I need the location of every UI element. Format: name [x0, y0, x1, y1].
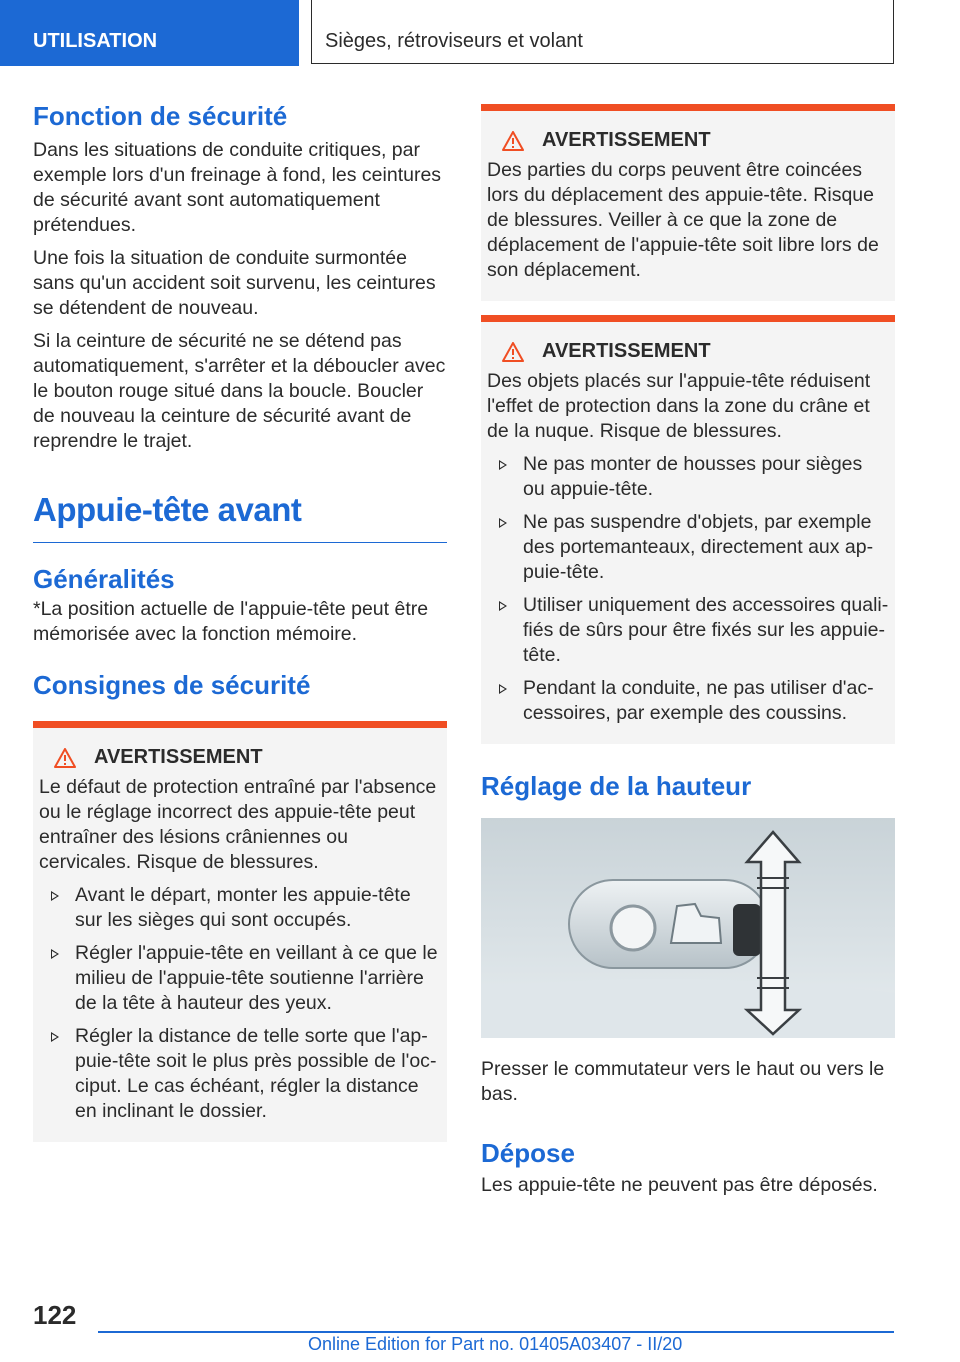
bullet-arrow-icon [499, 460, 507, 470]
bullet-arrow-icon [51, 949, 59, 959]
footer-edition: Online Edition for Part no. 01405A03407 - II/20 [308, 1334, 683, 1354]
list-item: Utiliser uniquement des accessoires qualifiés de sûrs pour être fixés sur les appuie-tête. [487, 593, 889, 668]
page-number: 122 [33, 1300, 77, 1330]
warning-text: Des parties du corps peuvent être coincées lors du déplacement des appuie-tête. Risque de blessures. Veiller à ce que la zone de déplacement de l'appuie-tête soit libre lors de son déplacement. [487, 159, 879, 281]
warning-icon [54, 748, 76, 768]
headrest-title: Appuie-tête avant [33, 490, 447, 543]
security-paragraph-2: Une fois la situation de conduite surmontée sans qu'un accident soit survenu, les ceintures se détendent de nouveau. [33, 247, 436, 319]
general-title: Généralités [33, 564, 175, 594]
right-column [481, 104, 895, 1198]
security-title: Fonction de sécurité [33, 101, 288, 131]
height-title: Réglage de la hauteur [481, 771, 752, 801]
header-title: Sièges, rétroviseurs et volant [325, 30, 583, 52]
list-item: Avant le départ, monter les appuie-tête sur les sièges qui sont occupés. [39, 883, 441, 933]
security-paragraph-3: Si la ceinture de sécurité ne se détend pas automatiquement, s'arrêter et la déboucler avec le bouton rouge situé dans la boucle. Boucler de nouveau la ceinture de sécurité avant de reprendre le trajet. [33, 330, 446, 452]
warning-icon [502, 131, 524, 151]
removal-title: Dépose [481, 1138, 575, 1168]
warning-label: AVERTISSEMENT [94, 746, 263, 768]
warning-label: AVERTISSEMENT [542, 340, 711, 362]
bullet-arrow-icon [499, 601, 507, 611]
warning-text: Le défaut de protection entraîné par l'absence ou le réglage incorrect des appuie-tête peut entraîner des lésions crâniennes ou cervicales. Risque de blessures. [39, 776, 437, 873]
warning-box [33, 721, 447, 1142]
bullet-arrow-icon [499, 684, 507, 694]
list-item: Régler la distance de telle sorte que l'appuie-tête soit le plus près possible de l'occiput. Le cas échéant, régler la distance en inclinant le dossier. [39, 1024, 441, 1124]
warning-header [487, 129, 889, 152]
header-section-tab [0, 0, 299, 66]
bullet-arrow-icon [499, 518, 507, 528]
warning-list [39, 883, 441, 1124]
removal-paragraph: Les appuie-tête ne peuvent pas être déposés. [481, 1174, 878, 1196]
safety-title: Consignes de sécurité [33, 670, 311, 700]
warning-label: AVERTISSEMENT [542, 129, 711, 151]
list-item: Pendant la conduite, ne pas utiliser d'accessoires, par exemple des coussins. [487, 676, 889, 726]
list-item: Régler l'appuie-tête en veillant à ce que le milieu de l'appuie-tête soutienne l'arrière de la tête à hauteur des yeux. [39, 941, 441, 1016]
warning-box-1 [481, 104, 895, 301]
header-title-box [311, 0, 894, 64]
bullet-arrow-icon [51, 1032, 59, 1042]
general-paragraph: *La position actuelle de l'appuie-tête peut être mémorisée avec la fonction mémoire. [33, 598, 429, 645]
list-item: Ne pas monter de housses pour sièges ou appuie-tête. [487, 452, 889, 502]
warning-icon [502, 342, 524, 362]
security-paragraph-1: Dans les situations de conduite critiques, par exemple lors d'un freinage à fond, les ceintures de sécurité avant sont automatiquement prétendues. [33, 139, 442, 236]
left-column [33, 100, 447, 1142]
warning-list [487, 452, 889, 726]
seat-switch-illustration [481, 818, 895, 1038]
warning-header [487, 340, 889, 363]
bullet-arrow-icon [51, 891, 59, 901]
warning-header [39, 746, 441, 769]
header-section-label: UTILISATION [33, 30, 158, 52]
list-item: Ne pas suspendre d'objets, par exemple des portemanteaux, directement aux appuie-tête. [487, 510, 889, 585]
footer-divider [98, 1331, 894, 1333]
warning-box-2 [481, 315, 895, 744]
warning-text: Des objets placés sur l'appuie-tête réduisent l'effet de protection dans la zone du crâne et de la nuque. Risque de blessures. [487, 370, 871, 442]
height-paragraph: Presser le commutateur vers le haut ou vers le bas. [481, 1058, 885, 1105]
